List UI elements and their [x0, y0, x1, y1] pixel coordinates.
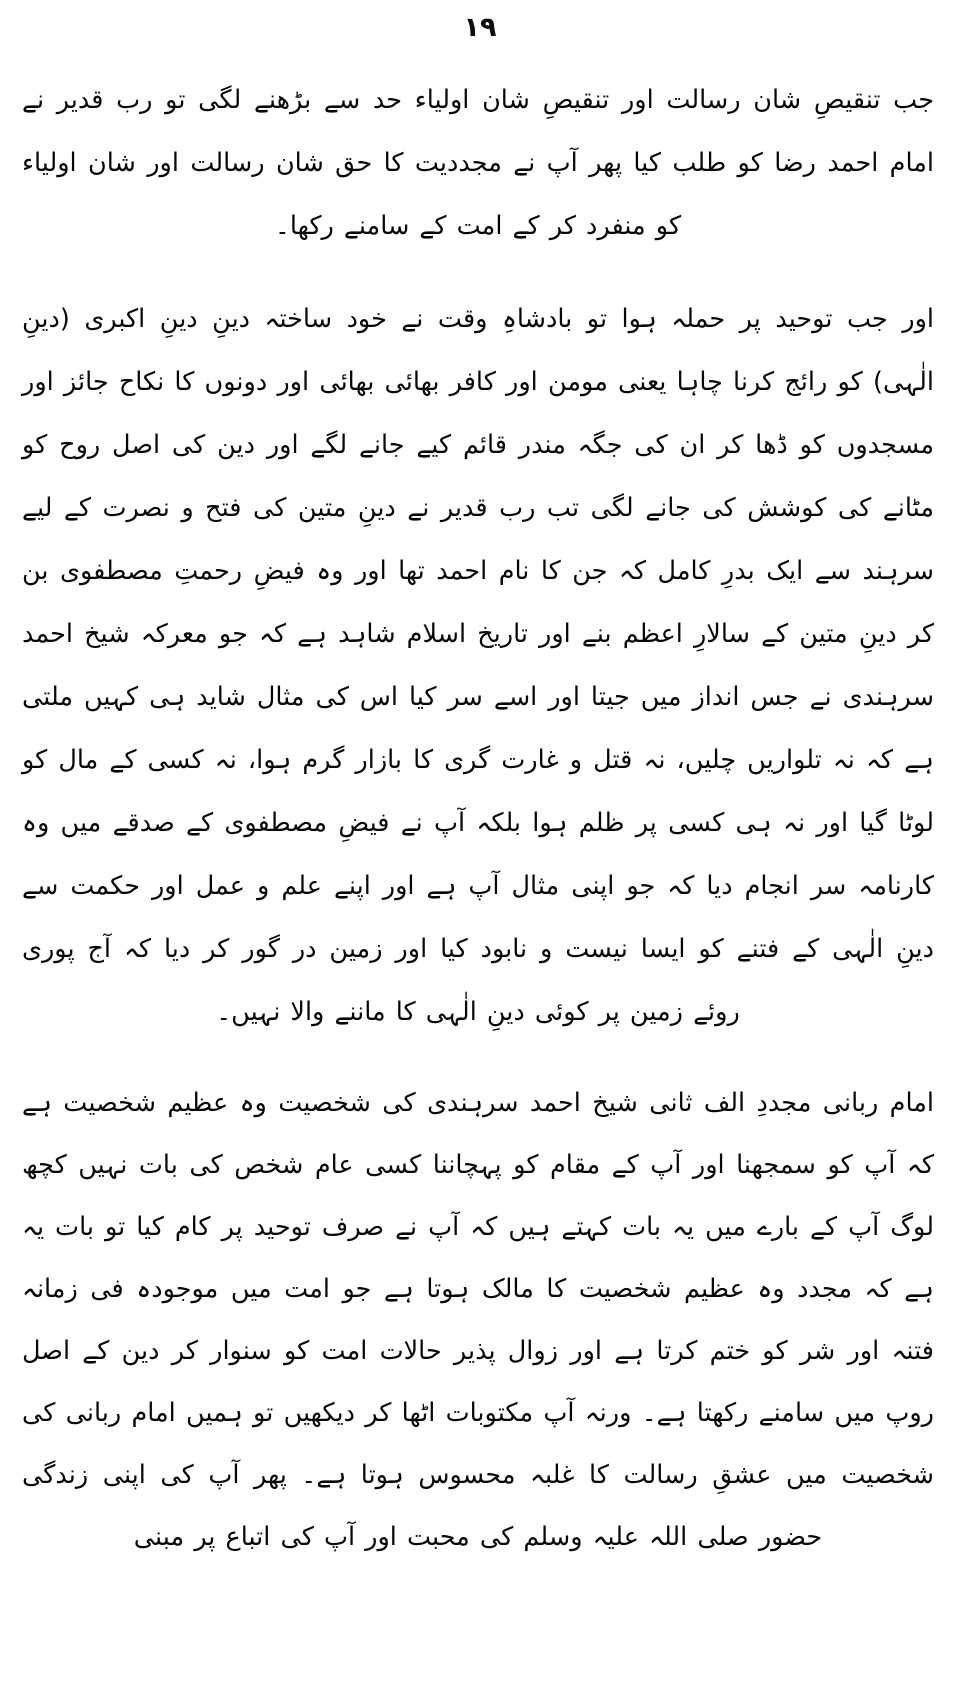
paragraph: جب تنقیصِ شان رسالت اور تنقیصِ شان اولیاء حد سے بڑھنے لگی تو رب قدیر نے امام احمد رضا کو طلب کیا پھر آپ نے مجددیت کا حق شان رسالت اور شان اولیاء کو منفرد کر کے امت کے سامنے رکھا۔	[22, 85, 934, 241]
paragraph: امام ربانی مجددِ الف ثانی شیخ احمد سرہندی کی شخصیت وہ عظیم شخصیت ہے کہ آپ کو سمجھنا اور آپ کے مقام کو پہچاننا کسی عام شخص کی بات نہیں کچھ لوگ آپ کے بارے میں یہ بات کہتے ہیں کہ آپ نے صرف توحید پر کام کیا تو بات یہ ہے کہ مجدد وہ عظیم شخصیت کا مالک ہوتا ہے جو امت میں موجودہ فی زمانہ فتنہ اور شر کو ختم کرتا ہے اور زوال پذیر حالات امت کو سنوار کر دین کے اصل روپ میں سامنے رکھتا ہے۔ ورنہ آپ مکتوبات اٹھا کر دیکھیں تو ہمیں امام ربانی کی شخصیت میں عشقِ رسالت کا غلبہ محسوس ہوتا ہے۔ پھر آپ کی اپنی زندگی حضور صلی اللہ علیہ وسلم کی محبت اور آپ کی اتباع پر مبنی	[22, 1088, 934, 1552]
paragraph: اور جب توحید پر حملہ ہوا تو بادشاہِ وقت نے خود ساختہ دینِ دینِ اکبری (دینِ الٰہی) کو رائج کرنا چاہا یعنی مومن اور کافر بھائی بھائی اور دونوں کا نکاح جائز اور مسجدوں کو ڈھا کر ان کی جگہ مندر قائم کیے جانے لگے اور دین کی اصل روح کو مٹانے کی کوشش کی جانے لگی تب رب قدیر نے دینِ متین کی فتح و نصرت کے لیے سرہند سے ایک بدرِ کامل کہ جن کا نام احمد تھا اور وہ فیضِ رحمتِ مصطفوی بن کر دینِ متین کے سالارِ اعظم بنے اور تاریخ اسلام شاہد ہے کہ جو معرکہ شیخ احمد سرہندی نے جس انداز میں جیتا اور اسے سر کیا اس کی مثال شاید ہی کہیں ملتی ہے کہ نہ تلواریں چلیں، نہ قتل و غارت گری کا بازار گرم ہوا، نہ کسی کے مال کو لوٹا گیا اور نہ ہی کسی پر ظلم ہوا بلکہ آپ نے فیضِ مصطفوی کے صدقے میں وہ کارنامہ سر انجام دیا کہ جو اپنی مثال آپ ہے اور اپنے علم و عمل اور حکمت سے دینِ الٰہی کے فتنے کو ایسا نیست و نابود کیا اور زمین در گور کر دیا کہ آج پوری روئے زمین پر کوئی دینِ الٰہی کا ماننے والا نہیں۔	[22, 304, 934, 1027]
page-body	[0, 69, 960, 1568]
page-number: ۱۹	[463, 12, 497, 43]
